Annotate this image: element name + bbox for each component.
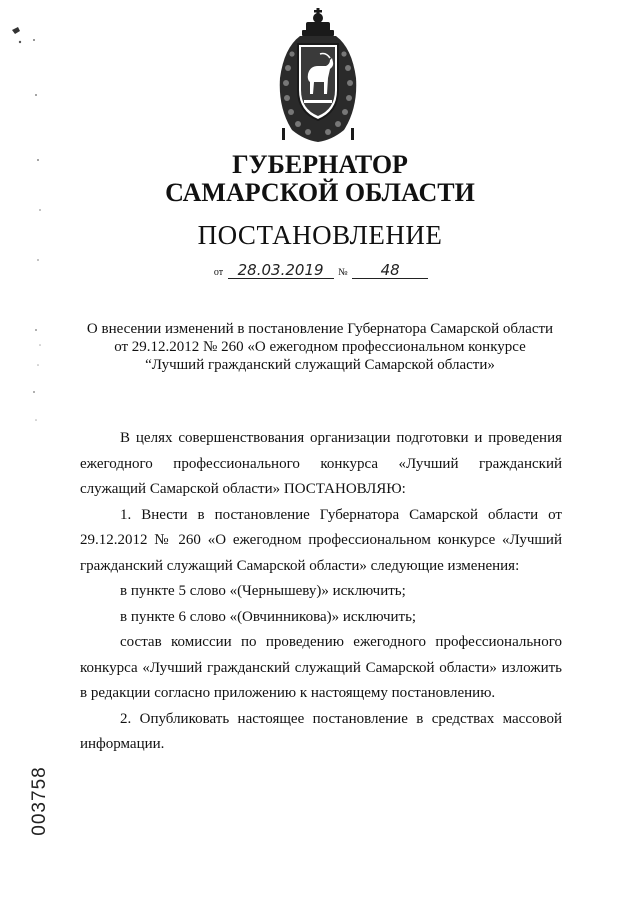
authority-title-line1: ГУБЕРНАТОР (232, 150, 408, 179)
serial-number: 003758 (29, 766, 50, 836)
margin-serial-stamp (10, 766, 70, 836)
item-1-change-3: состав комиссии по проведению ежегодного профессионального конкурса «Лучший гражданский служащий Самарской области» изложить в редакции согласно приложению к настоящему постановлению. (80, 634, 562, 701)
title-line: О внесении изменений в постановление Губернатора Самарской области (86, 321, 554, 337)
title-line: от 29.12.2012 № 260 «О ежегодном профессиональном конкурсе (114, 339, 526, 355)
document-title (80, 320, 560, 374)
item-1-paragraph: 1. Внести в постановление Губернатора Самарской области от 29.12.2012 № 260 «О ежегодном профессиональном конкурсе «Лучший гражданский служащий Самарской области» следующие изменения: (80, 506, 562, 574)
document-date: 28.03.2019 (228, 262, 334, 279)
title-line: “Лучший гражданский служащий Самарской области» (145, 357, 495, 373)
item-1-change-1: в пункте 5 слово «(Чернышеву)» исключить; (120, 583, 406, 599)
document-number: 48 (352, 262, 428, 279)
registration-line (0, 262, 640, 279)
item-1-change-2: в пункте 6 слово «(Овчинникова)» исключить; (120, 608, 417, 625)
samara-coat-of-arms-icon (270, 8, 366, 148)
date-label: от (213, 267, 224, 278)
document-type-heading: ПОСТАНОВЛЕНИЕ (197, 220, 443, 250)
authority-title-line2: САМАРСКОЙ ОБЛАСТИ (165, 178, 475, 207)
document-body (80, 426, 562, 758)
item-2-paragraph: 2. Опубликовать настоящее постановление в средствах массовой информации. (80, 710, 562, 752)
number-label: № (338, 267, 348, 278)
preamble-paragraph: В целях совершенствования организации подготовки и проведения ежегодного профессионального конкурса «Лучший гражданский служащий Самарской области» ПОСТАНОВЛЯЮ: (80, 430, 562, 497)
